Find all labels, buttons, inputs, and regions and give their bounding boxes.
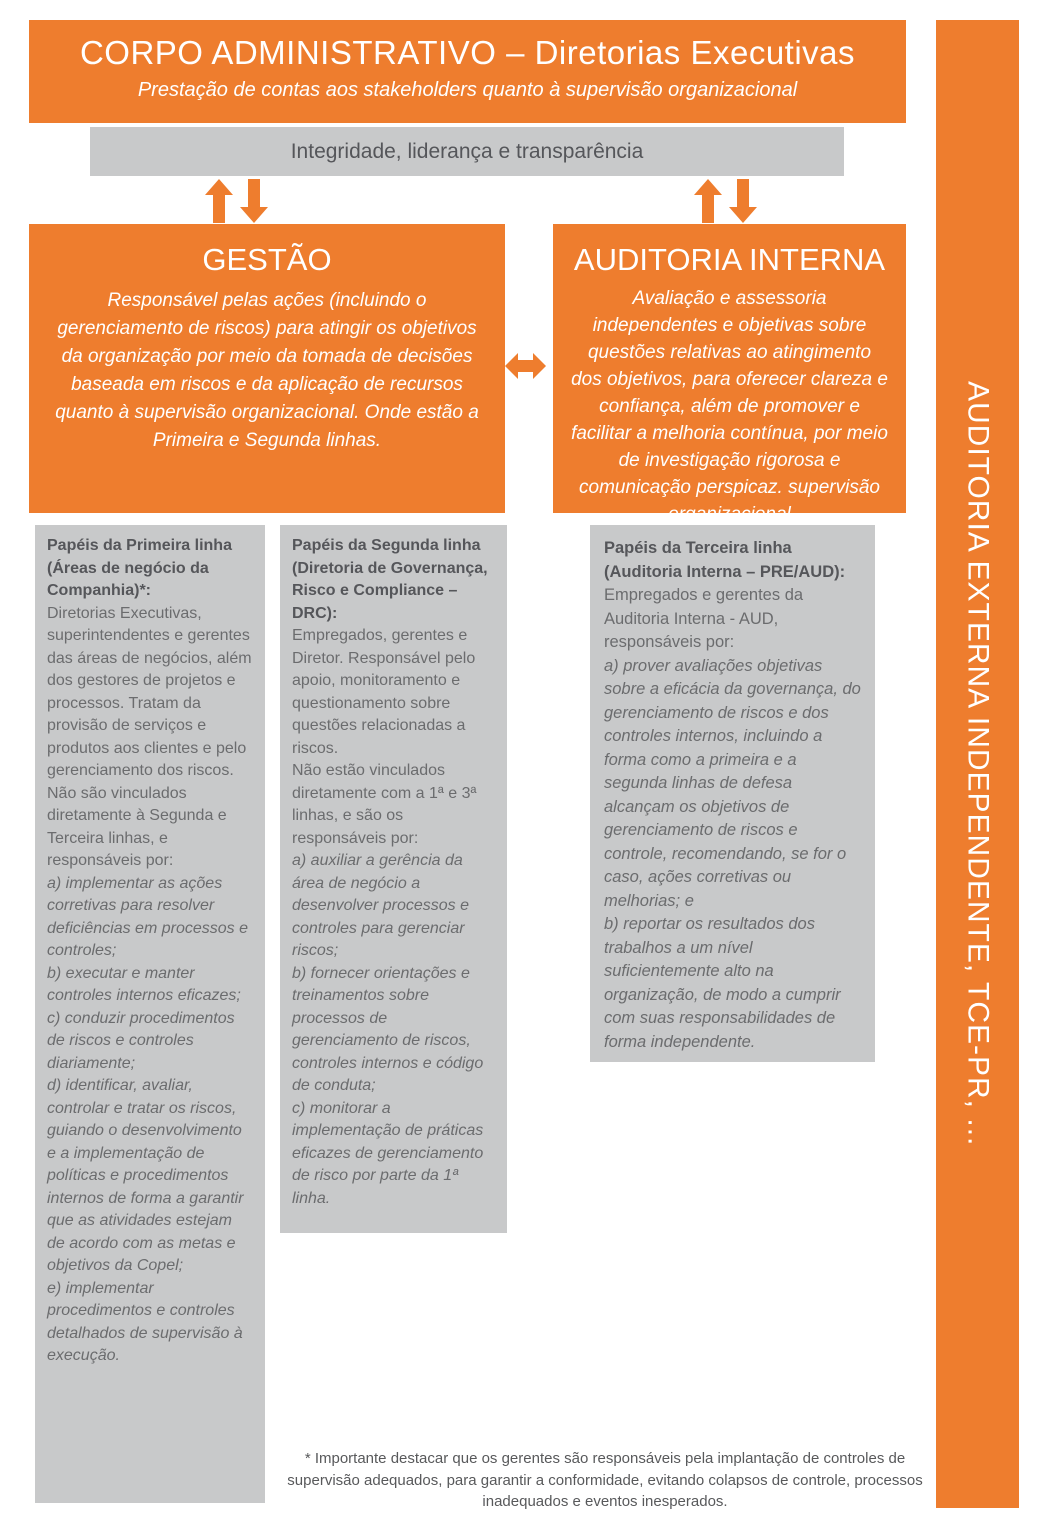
bidirectional-arrow-icon xyxy=(505,349,546,383)
values-bar-label: Integridade, liderança e transparência xyxy=(290,139,644,163)
third-line-item-b: b) reportar os resultados dos trabalhos a um nível suficientemente alto na organização, de modo a cumprir com suas responsabilidades de forma independente. xyxy=(604,915,841,1051)
values-bar xyxy=(90,127,844,176)
up-arrow-icon xyxy=(694,179,722,223)
third-line-item-a: a) prover avaliações objetivas sobre a eficácia da governança, do gerenciamento de riscos e dos controles internos, incluindo a forma como a primeira e a segunda linhas de defesa alcançam os objetivos de gerenciamento de riscos e controle, recomendando, se for o caso, ações corretivas ou melhorias; e xyxy=(604,656,861,910)
down-arrow-icon xyxy=(729,179,757,223)
first-line-roles-box xyxy=(35,525,265,1503)
third-line-paragraph: Empregados e gerentes da Auditoria Interna - AUD, responsáveis por: xyxy=(604,586,804,651)
second-line-item-c: c) monitorar a implementação de práticas eficazes de gerenciamento de risco por parte da 1ª linha. xyxy=(292,1099,484,1207)
third-line-title: Papéis da Terceira linha (Auditoria Interna – PRE/AUD): xyxy=(604,539,846,581)
internal-audit-box-body: Avaliação e assessoria independentes e objetivas sobre questões relativas ao atingimento dos objetivos, para oferecer clareza e confiança, além de promover e facilitar a melhoria contínua, por meio de investigação rigorosa e comunicação perspicaz. supervisão organizacional xyxy=(571,288,888,525)
first-line-title: Papéis da Primeira linha (Áreas de negócio da Companhia)*: xyxy=(47,537,232,599)
down-arrow-icon xyxy=(240,179,268,223)
first-line-item-a: a) implementar as ações corretivas para resolver deficiências em processos e controles; xyxy=(47,874,248,959)
updown-arrows-right xyxy=(694,179,757,223)
management-box-body: Responsável pelas ações (incluindo o gerenciamento de riscos) para atingir os objetivos da organização por meio da tomada de decisões baseada em riscos e da aplicação de recursos quanto à supervisão organizacional. Onde estão a Primeira e Segunda linhas. xyxy=(55,290,479,451)
up-arrow-icon xyxy=(205,179,233,223)
second-line-paragraph: Não estão vinculados diretamente com a 1ª e 3ª linhas, e são os responsáveis por: xyxy=(292,762,477,847)
first-line-item-c: c) conduzir procedimentos de riscos e controles diariamente; xyxy=(47,1009,235,1072)
external-audit-bar xyxy=(936,20,1019,1508)
internal-audit-box-title: AUDITORIA INTERNA xyxy=(573,242,886,277)
management-box xyxy=(29,224,505,513)
banner-subtitle: Prestação de contas aos stakeholders quanto à supervisão organizacional xyxy=(137,79,798,101)
first-line-item-b: b) executar e manter controles internos eficazes; xyxy=(47,964,241,1004)
first-line-paragraph: Não são vinculados diretamente à Segunda e Terceira linhas, e responsáveis por: xyxy=(47,784,227,869)
footnote: * Importante destacar que os gerentes são responsáveis pela implantação de controles de supervisão adequados, para garantir a conformidade, evitando colapsos de controle, processos inadequados e eventos inesperados. xyxy=(287,1450,923,1510)
top-banner xyxy=(29,20,906,123)
management-box-title: GESTÃO xyxy=(202,242,332,277)
second-line-item-a: a) auxiliar a gerência da área de negócio a desenvolver processos e controles para gerenciar riscos; xyxy=(292,852,469,959)
internal-audit-box xyxy=(553,224,906,525)
third-line-roles-box xyxy=(590,525,875,1062)
banner-title: CORPO ADMINISTRATIVO – Diretorias Executivas xyxy=(79,34,856,71)
second-line-item-b: b) fornecer orientações e treinamentos sobre processos de gerenciamento de riscos, controles internos e código de conduta; xyxy=(292,964,484,1094)
second-line-title: Papéis da Segunda linha (Diretoria de Governança, Risco e Compliance – DRC): xyxy=(292,537,488,622)
second-line-paragraph: Empregados, gerentes e Diretor. Responsável pelo apoio, monitoramento e questionamento sobre questões relacionadas a riscos. xyxy=(292,627,476,757)
updown-arrows-left xyxy=(205,179,268,223)
first-line-item-d: d) identificar, avaliar, controlar e tratar os riscos, guiando o desenvolvimento e a implementação de políticas e procedimentos internos de forma a garantir que as atividades estejam de acordo com as metas e objetivos da Copel; xyxy=(47,1077,244,1274)
first-line-item-e: e) implementar procedimentos e controles detalhados de supervisão à execução. xyxy=(47,1279,243,1364)
external-audit-bar-label: AUDITORIA EXTERNA INDEPENDENTE, TCE-PR, ... xyxy=(961,381,995,1147)
first-line-paragraph: Diretorias Executivas, superintendentes e gerentes das áreas de negócios, além dos gestores de projetos e processos. Tratam da provisão de serviços e produtos aos clientes e pelo gerenciamento dos riscos. xyxy=(47,604,252,779)
second-line-roles-box xyxy=(280,525,507,1233)
